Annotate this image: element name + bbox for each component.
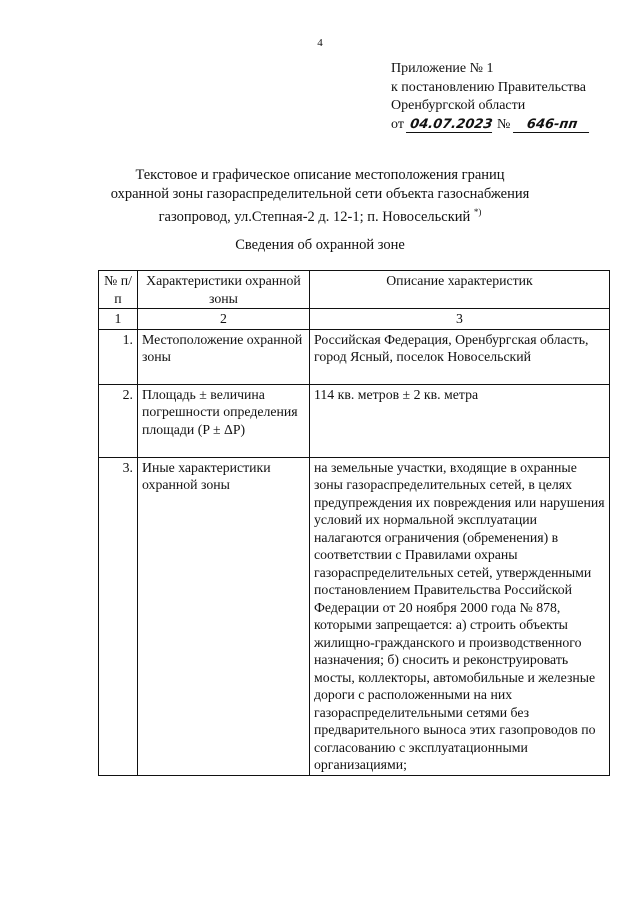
row-description: на земельные участки, входящие в охранные зоны газораспределительных сетей, в целях предупреждения их повреждения или нарушения условий их нормальной эксплуатации налагаются ограничения (обременения) в соответствии с Правилами охраны газораспределительных сетей, утвержденными постановлением Правительства Российской Федерации от 20 ноября 2000 года № 878, которыми запрещается: а) строить объекты жилищно-гражданского и производственного назначения; б) сносить и реконструировать мосты, коллекторы, автомобильные и железные дороги с расположенными на них газораспределительными сетями без предварительного выноса этих газопроводов по согласованию с эксплуатационными организациями;: [310, 457, 610, 775]
title-line-3-wrap: [100, 203, 540, 226]
table-index-row: [99, 309, 610, 330]
header-number: № п/п: [99, 271, 138, 309]
index-cell-2: 2: [138, 309, 310, 330]
header-description: Описание характеристик: [310, 271, 610, 309]
row-number: 1.: [99, 329, 138, 384]
page-number: 4: [317, 37, 323, 49]
footnote-mark: *): [473, 207, 482, 217]
title-line-1: Текстовое и графическое описание местоположения границ: [135, 167, 505, 183]
index-cell-1: 1: [99, 309, 138, 330]
date-prefix: от: [391, 116, 404, 132]
title-line-3: газопровод, ул.Степная-2 д. 12-1; п. Новосельский: [158, 208, 471, 225]
handwritten-number: 646-пп: [513, 118, 591, 133]
zone-info-table: [98, 270, 610, 776]
index-cell-3: 3: [310, 309, 610, 330]
document-title: [100, 166, 540, 226]
row-characteristic: Площадь ± величина погрешности определения площади (P ± ΔP): [138, 384, 310, 457]
table-row: [99, 384, 610, 457]
number-prefix: №: [496, 116, 511, 132]
section-subtitle: Сведения об охранной зоне: [235, 237, 405, 253]
row-characteristic: Иные характеристики охранной зоны: [138, 457, 310, 775]
appendix-block: [391, 60, 590, 134]
appendix-date-line: [391, 116, 590, 135]
table-row: [99, 457, 610, 775]
appendix-line-2: к постановлению Правительства: [391, 79, 587, 95]
appendix-line-1: Приложение № 1: [391, 61, 494, 76]
header-characteristic: Характеристики охранной зоны: [138, 271, 310, 309]
row-characteristic: Местоположение охранной зоны: [138, 329, 310, 384]
handwritten-date: 04.07.2023: [406, 118, 494, 133]
title-line-2: охранной зоны газораспределительной сети объекта газоснабжения: [110, 185, 530, 202]
table-row: [99, 329, 610, 384]
row-description: Российская Федерация, Оренбургская область, город Ясный, поселок Новосельский: [310, 329, 610, 384]
row-number: 2.: [99, 384, 138, 457]
row-description: 114 кв. метров ± 2 кв. метра: [310, 384, 610, 457]
row-number: 3.: [99, 457, 138, 775]
appendix-line-3: Оренбургской области: [391, 98, 526, 113]
table-header-row: [99, 271, 610, 309]
